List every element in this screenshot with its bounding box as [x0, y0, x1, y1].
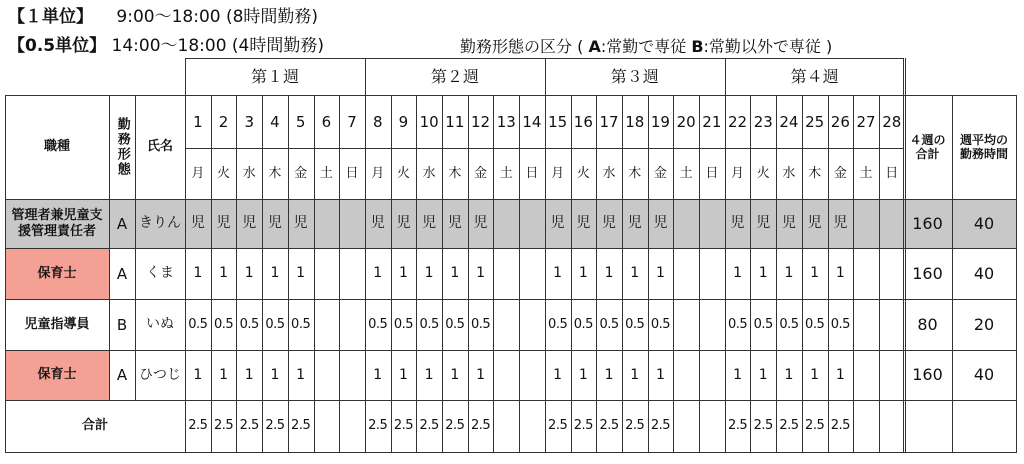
shift-cell [699, 350, 725, 400]
shift-cell: 1 [450, 265, 460, 282]
staff-job: 保育士 [37, 367, 77, 383]
shift-cell [314, 199, 340, 248]
day-number: 14 [522, 112, 542, 131]
shift-cell: 1 [398, 265, 408, 282]
day-number: 8 [372, 112, 383, 131]
staff-total-4w: 80 [917, 314, 938, 334]
col-total-header: ４週の合計 [909, 132, 946, 161]
shift-cell: 1 [810, 265, 820, 282]
shift-cell [339, 248, 365, 299]
grid-line-h [5, 199, 1016, 200]
grid-line-v [185, 58, 186, 453]
shift-cell: 1 [244, 265, 254, 282]
weekday-label: 月 [191, 165, 205, 181]
header-unit-half-text: 14:00〜18:00 (4時間勤務) [111, 36, 324, 56]
weekday-label: 日 [525, 165, 539, 181]
shift-cell [339, 299, 365, 350]
grid-line-v [391, 95, 392, 453]
week-header: 第１週 [250, 66, 299, 86]
shift-cell: 1 [270, 265, 280, 282]
shift-cell [853, 248, 879, 299]
grid-line-v [596, 95, 597, 453]
grid-line-v [109, 95, 110, 400]
shift-cell: 児 [576, 215, 591, 232]
grid-line-v [802, 95, 803, 453]
day-number: 7 [347, 112, 357, 131]
sum-cell: 2.5 [599, 418, 619, 434]
staff-name: くま [146, 265, 174, 282]
sum-cell: 2.5 [830, 418, 850, 434]
shift-cell: 児 [756, 215, 771, 232]
shift-cell: 1 [424, 366, 434, 383]
day-number: 13 [496, 112, 516, 131]
grid-line-h [5, 248, 1016, 249]
weekday-label: 水 [782, 165, 796, 181]
shift-cell: 1 [373, 265, 383, 282]
weekday-label: 月 [371, 165, 385, 181]
shift-cell: 児 [447, 215, 462, 232]
shift-cell [314, 299, 340, 350]
shift-cell: 0.5 [470, 316, 491, 332]
staff-name: きりん [139, 215, 181, 232]
staff-job: 児童指導員 [24, 316, 90, 332]
staff-weekly-avg: 40 [973, 365, 995, 385]
col-avg-header: 週平均の勤務時間 [959, 132, 1008, 161]
grid-line-v [905, 58, 906, 453]
shift-cell: 児 [781, 215, 796, 232]
sum-cell: 2.5 [239, 418, 259, 434]
grid-line-v [699, 95, 700, 453]
sum-cell: 2.5 [291, 418, 311, 434]
sum-cell: 2.5 [727, 418, 748, 434]
grid-line-v [648, 95, 649, 453]
grid-line-v [262, 95, 263, 453]
shift-cell: 児 [370, 215, 385, 232]
staff-weekly-avg: 40 [973, 213, 995, 233]
sum-cell: 2.5 [779, 418, 799, 434]
day-number: 18 [625, 112, 645, 131]
grid-line-v [135, 95, 136, 400]
shift-cell [673, 350, 699, 400]
day-number: 21 [702, 112, 722, 131]
shift-cell: 児 [807, 215, 822, 232]
grid-line-v [519, 95, 520, 453]
shift-cell: 0.5 [573, 316, 593, 332]
grid-line-v [673, 95, 674, 453]
day-number: 20 [676, 112, 696, 131]
shift-cell: 1 [835, 366, 845, 383]
shift-cell: 1 [604, 366, 614, 383]
shift-cell [493, 248, 519, 299]
grid-line-v [545, 58, 546, 453]
staff-weekly-avg: 40 [973, 263, 995, 283]
grid-line-h [5, 95, 1016, 96]
grid-line-v [442, 95, 443, 453]
weekday-label: 火 [396, 165, 410, 181]
shift-cell: 0.5 [830, 316, 850, 332]
col-name-header: 氏名 [146, 139, 173, 155]
grid-line-v [622, 95, 623, 453]
shift-cell: 1 [758, 265, 768, 282]
shift-cell: 0.5 [805, 316, 825, 332]
sum-cell [853, 400, 879, 452]
shift-cell: 児 [267, 215, 282, 232]
day-number: 3 [244, 112, 254, 131]
weekday-label: 木 [448, 165, 462, 181]
shift-cell: 1 [630, 366, 640, 383]
shift-cell: 0.5 [188, 316, 208, 332]
shift-cell [673, 199, 699, 248]
week-header: 第２週 [430, 66, 479, 86]
shift-cell: 0.5 [650, 316, 671, 332]
shift-cell: 0.5 [291, 316, 311, 332]
week-header: 第４週 [790, 66, 839, 86]
shift-cell: 1 [758, 366, 768, 383]
sum-cell [879, 400, 905, 452]
shift-cell [493, 350, 519, 400]
day-number: 28 [882, 112, 902, 131]
weekday-label: 金 [653, 165, 667, 181]
day-number: 9 [398, 112, 409, 131]
day-number: 12 [470, 112, 491, 131]
grid-line-v [493, 95, 494, 453]
staff-job: 保育士 [37, 265, 77, 281]
legend-a-text: :常勤で専従 [600, 37, 687, 56]
sum-cell [673, 400, 699, 452]
shift-cell [699, 299, 725, 350]
shift-cell [493, 299, 519, 350]
weekday-label: 日 [345, 165, 359, 181]
shift-cell [673, 248, 699, 299]
shift-cell: 0.5 [727, 316, 748, 332]
staff-work-type: A [116, 366, 128, 384]
weekday-label: 火 [576, 165, 590, 181]
staff-name: ひつじ [139, 366, 181, 383]
grid-line-v [288, 95, 289, 453]
shift-cell: 0.5 [239, 316, 259, 332]
grid-line-v [750, 95, 751, 453]
shift-cell: 0.5 [368, 316, 388, 332]
shift-cell [519, 299, 545, 350]
legend-b-text: :常勤以外で専従 ) [703, 37, 833, 56]
shift-cell: 児 [833, 215, 848, 232]
grid-line-v [314, 95, 315, 453]
shift-cell: 1 [476, 265, 485, 282]
day-number: 24 [779, 112, 799, 131]
grid-line-v [339, 95, 340, 453]
shift-cell: 児 [190, 215, 205, 232]
header-unit-1-text: 9:00〜18:00 (8時間勤務) [116, 7, 319, 27]
sum-cell [699, 400, 725, 452]
grid-line-v [879, 95, 880, 453]
weekday-label: 水 [602, 165, 616, 181]
shift-cell: 1 [450, 366, 460, 383]
staff-total-4w: 160 [912, 365, 943, 385]
shift-cell: 1 [578, 265, 588, 282]
weekday-label: 日 [885, 165, 899, 181]
shift-cell: 1 [398, 366, 408, 383]
shift-cell [879, 299, 905, 350]
sum-cell: 2.5 [419, 418, 439, 434]
sum-cell: 2.5 [213, 418, 234, 434]
sum-cell: 2.5 [650, 418, 671, 434]
shift-cell: 児 [422, 215, 437, 232]
day-number: 11 [445, 112, 465, 131]
shift-cell [339, 199, 365, 248]
shift-cell: 1 [784, 366, 794, 383]
shift-cell: 児 [627, 215, 642, 232]
shift-cell [853, 350, 879, 400]
sum-cell: 2.5 [445, 418, 465, 434]
weekday-label: 土 [319, 165, 333, 181]
weekday-label: 土 [499, 165, 513, 181]
shift-cell [519, 248, 545, 299]
day-number: 22 [727, 112, 748, 131]
weekday-label: 土 [859, 165, 873, 181]
weekday-label: 金 [474, 165, 488, 181]
shift-cell: 児 [216, 215, 231, 232]
sum-cell [314, 400, 340, 452]
day-number: 23 [753, 112, 773, 131]
weekday-label: 金 [294, 165, 308, 181]
grid-line-v [236, 95, 237, 453]
shift-cell: 0.5 [213, 316, 234, 332]
shift-cell: 児 [653, 215, 668, 232]
grid-line-v [853, 95, 854, 453]
shift-cell [339, 350, 365, 400]
sum-cell: 2.5 [805, 418, 825, 434]
day-number: 6 [321, 112, 332, 131]
weekday-label: 木 [628, 165, 642, 181]
header-unit-half-label: 【0.5単位】 [8, 36, 107, 56]
shift-cell [879, 199, 905, 248]
grid-line-h [5, 350, 1016, 351]
shift-cell [699, 199, 725, 248]
shift-cell: 0.5 [548, 316, 568, 332]
staff-name: いぬ [146, 316, 174, 333]
shift-cell: 0.5 [419, 316, 439, 332]
weekday-label: 木 [808, 165, 822, 181]
weekday-label: 日 [705, 165, 719, 181]
day-number: 4 [270, 112, 280, 131]
shift-cell: 0.5 [753, 316, 773, 332]
grid-line-v [903, 58, 904, 453]
shift-cell: 児 [473, 215, 488, 232]
shift-cell: 0.5 [599, 316, 619, 332]
day-number: 2 [218, 112, 229, 131]
shift-cell: 0.5 [779, 316, 799, 332]
day-number: 10 [419, 112, 439, 131]
shift-cell [314, 350, 340, 400]
shift-cell [699, 248, 725, 299]
sum-cell: 2.5 [470, 418, 491, 434]
sum-label: 合計 [81, 418, 108, 434]
shift-cell: 児 [242, 215, 257, 232]
shift-cell: 0.5 [445, 316, 465, 332]
weekday-label: 月 [731, 165, 745, 181]
shift-cell [879, 350, 905, 400]
shift-cell [879, 248, 905, 299]
grid-line-v [952, 95, 953, 453]
grid-line-v [1016, 95, 1017, 453]
grid-line-v [468, 95, 469, 453]
staff-weekly-avg: 20 [973, 314, 995, 334]
shift-cell: 1 [733, 366, 742, 383]
shift-cell: 1 [296, 265, 306, 282]
shift-cell: 1 [835, 265, 845, 282]
weekday-label: 土 [679, 165, 693, 181]
weekday-label: 月 [551, 165, 565, 181]
col-type-header: 勤務形態 [114, 117, 130, 177]
shift-cell: 1 [193, 366, 203, 383]
weekday-label: 金 [833, 165, 847, 181]
sum-cell [519, 400, 545, 452]
week-header: 第３週 [610, 66, 659, 86]
grid-line-v [725, 58, 726, 453]
staff-total-4w: 160 [912, 263, 943, 283]
day-number: 17 [599, 112, 619, 131]
shift-cell: 児 [602, 215, 617, 232]
shift-cell: 1 [655, 366, 665, 383]
staff-job: 管理者兼児童支援管理責任者 [11, 207, 103, 239]
sum-cell: 2.5 [753, 418, 773, 434]
grid-line-v [365, 58, 366, 453]
shift-cell: 1 [578, 366, 588, 383]
day-number: 1 [193, 112, 203, 131]
shift-cell: 0.5 [265, 316, 285, 332]
grid-line-v [776, 95, 777, 453]
sum-cell: 2.5 [625, 418, 645, 434]
shift-cell: 1 [219, 265, 228, 282]
shift-cell: 1 [810, 366, 820, 383]
sum-cell: 2.5 [188, 418, 208, 434]
staff-work-type: B [116, 315, 128, 334]
shift-cell: 1 [604, 265, 614, 282]
sum-cell: 2.5 [548, 418, 568, 434]
sum-cell: 2.5 [265, 418, 285, 434]
staff-total-4w: 160 [912, 213, 943, 233]
shift-cell: 1 [270, 366, 280, 383]
shift-cell [493, 199, 519, 248]
grid-line-v [571, 95, 572, 453]
shift-cell: 0.5 [393, 316, 414, 332]
grid-line-v [416, 95, 417, 453]
shift-cell: 1 [373, 366, 383, 383]
weekday-label: 火 [756, 165, 770, 181]
grid-line-h [5, 400, 1016, 401]
shift-cell [853, 199, 879, 248]
shift-cell: 1 [244, 366, 254, 383]
shift-cell: 児 [730, 215, 745, 232]
shift-cell: 1 [655, 265, 665, 282]
weekday-label: 火 [217, 165, 231, 181]
legend-b-code: B [691, 37, 704, 56]
shift-cell: 1 [630, 265, 640, 282]
shift-cell: 0.5 [625, 316, 645, 332]
weekday-label: 水 [242, 165, 256, 181]
shift-cell [314, 248, 340, 299]
legend-a-code: A [588, 37, 601, 56]
sum-cell [339, 400, 365, 452]
sum-cell [493, 400, 519, 452]
shift-cell: 1 [476, 366, 485, 383]
grid-line-v [828, 95, 829, 453]
sum-cell: 2.5 [368, 418, 388, 434]
shift-cell [519, 199, 545, 248]
grid-line-h [5, 299, 1016, 300]
shift-cell: 1 [553, 265, 563, 282]
day-number: 19 [650, 112, 670, 131]
shift-cell [519, 350, 545, 400]
day-number: 26 [830, 112, 850, 131]
shift-cell: 1 [424, 265, 434, 282]
shift-cell: 児 [293, 215, 308, 232]
shift-cell: 1 [784, 265, 794, 282]
shift-cell: 1 [193, 265, 203, 282]
weekday-label: 木 [268, 165, 282, 181]
shift-cell: 1 [733, 265, 742, 282]
legend-prefix: 勤務形態の区分 ( [460, 37, 584, 56]
weekday-label: 水 [422, 165, 436, 181]
col-job-header: 職種 [43, 139, 70, 155]
staff-work-type: A [116, 264, 128, 283]
shift-cell [673, 299, 699, 350]
shift-cell: 1 [296, 366, 306, 383]
shift-cell: 児 [550, 215, 565, 232]
shift-cell: 児 [396, 215, 411, 232]
day-number: 16 [573, 112, 593, 131]
shift-cell [853, 299, 879, 350]
grid-line-h [5, 452, 1016, 453]
staff-work-type: A [116, 214, 128, 233]
day-number: 27 [856, 112, 876, 131]
sum-cell: 2.5 [393, 418, 414, 434]
grid-line-v [211, 95, 212, 453]
day-number: 25 [805, 112, 825, 131]
shift-cell: 1 [219, 366, 228, 383]
header-unit-1-label: 【１単位】 [8, 7, 93, 27]
grid-line-v [5, 95, 6, 453]
day-number: 15 [548, 112, 568, 131]
shift-cell: 1 [553, 366, 563, 383]
day-number: 5 [295, 112, 306, 131]
sum-cell: 2.5 [573, 418, 593, 434]
